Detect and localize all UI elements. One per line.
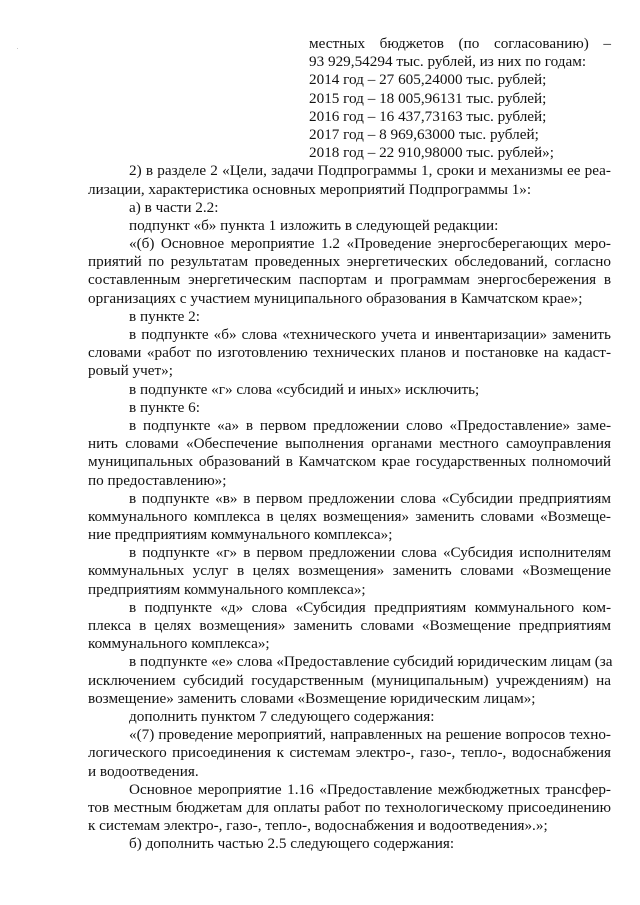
text-line: лизации, характеристика основных мероприятий Подпрограммы 1»: <box>88 180 532 198</box>
text-line: нить словами «Обеспечение выполнения органами местного самоуправления <box>88 435 611 453</box>
text-line: а) в части 2.2: <box>129 198 219 216</box>
text-line: «(б) Основное мероприятие 1.2 «Проведение энергосберегающих меро- <box>129 235 611 253</box>
text-line: муниципальных образований в Камчатском крае государственных полномочий <box>88 453 611 471</box>
text-line: в пункте 2: <box>129 307 200 325</box>
text-line: плекса в целях возмещения» заменить словами «Возмещение предприятиям <box>88 617 611 634</box>
budget-block <box>309 35 611 162</box>
text-line: словами «работ по изготовлению технических планов и постановке на кадаст- <box>88 344 611 362</box>
text-line: логического присоединения к системам электро-, газо-, тепло-, водоснабжения <box>88 744 611 762</box>
text-line: дополнить пунктом 7 следующего содержания: <box>129 707 435 725</box>
text-line: в подпункте «е» слова «Предоставление субсидий юридическим лицам (за <box>129 653 613 671</box>
scan-speck <box>17 48 18 49</box>
document-page <box>88 35 611 853</box>
text-line: ние предприятиям коммунального комплекса»; <box>88 526 393 544</box>
text-line: в подпункте «б» слова «технического учета и инвентаризации» заменить <box>129 326 611 343</box>
text-line: возмещение» заменить словами «Возмещение юридическим лицам»; <box>88 689 536 707</box>
text-line: коммунального комплекса»; <box>88 635 270 653</box>
text-line: организациях с участием муниципального образования в Камчатском крае»; <box>88 289 583 307</box>
text-line: исключением субсидий государственным (муниципальным) учреждениям) на <box>88 671 611 689</box>
budget-line-2014: 2014 год – 27 605,24000 тыс. рублей; <box>309 71 547 89</box>
text-line: тов местным бюджетам для оплаты работ по технологическому присоединению <box>88 798 611 816</box>
text-line: «(7) проведение мероприятий, направленных на решение вопросов техно- <box>129 726 611 744</box>
text-line: в пункте 6: <box>129 398 200 416</box>
text-line: и водоотведения. <box>88 762 199 780</box>
text-line: в подпункте «г» слова «субсидий и иных» исключить; <box>129 380 480 398</box>
text-line: в подпункте «д» слова «Субсидия предприятиям коммунального ком- <box>129 598 611 616</box>
text-line: в подпункте «в» в первом предложении слова «Субсидии предприятиям <box>129 489 611 507</box>
budget-line-2015: 2015 год – 18 005,96131 тыс. рублей; <box>309 89 547 107</box>
text-line: коммунального комплекса в целях возмещения» заменить словами «Возмеще- <box>88 507 611 525</box>
text-line: предприятиям коммунального комплекса»; <box>88 580 366 598</box>
budget-line-2017: 2017 год – 8 969,63000 тыс. рублей; <box>309 125 539 143</box>
text-line: приятий по результатам проведенных энергетических обследований, согласно <box>88 253 611 271</box>
budget-line: 93 929,54294 тыс. рублей, из них по годам: <box>309 53 587 71</box>
text-line: к системам электро-, газо-, тепло-, водоснабжения и водоотведения».»; <box>88 817 548 835</box>
text-line: коммунальных услуг в целях возмещения» заменить словами «Возмещение <box>88 562 611 580</box>
budget-line-2018: 2018 год – 22 910,98000 тыс. рублей»; <box>309 144 554 162</box>
text-line: Основное мероприятие 1.16 «Предоставление межбюджетных трансфер- <box>129 780 611 798</box>
text-line: в подпункте «а» в первом предложении слово «Предоставление» заме- <box>129 416 611 434</box>
text-line: ровый учет»; <box>88 362 173 380</box>
text-line: подпункт «б» пункта 1 изложить в следующей редакции: <box>129 216 499 234</box>
budget-line-2016: 2016 год – 16 437,73163 тыс. рублей; <box>309 107 547 125</box>
document-body <box>88 162 611 853</box>
text-line: составленным энергетическим паспортам и программам энергосбережения в <box>88 271 611 289</box>
text-line: б) дополнить частью 2.5 следующего содержания: <box>129 835 455 853</box>
text-line: 2) в разделе 2 «Цели, задачи Подпрограммы 1, сроки и механизмы ее реа- <box>129 162 611 180</box>
text-line: по предоставлению»; <box>88 471 227 489</box>
text-line: в подпункте «г» в первом предложении слова «Субсидия исполнителям <box>129 544 611 562</box>
budget-line: местных бюджетов (по согласованию) – <box>309 35 611 52</box>
